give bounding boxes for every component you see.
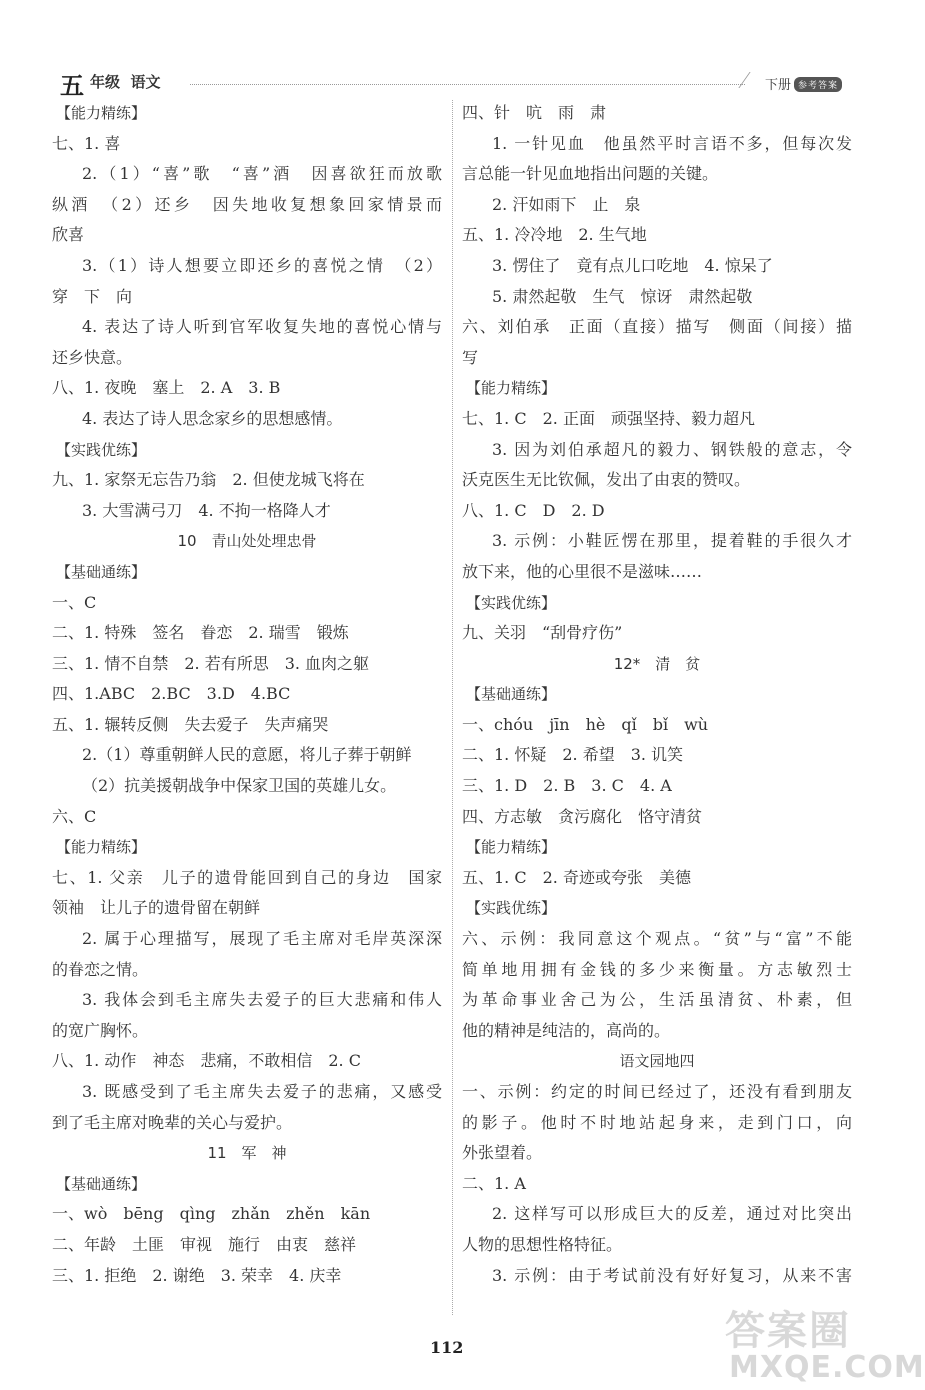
answer-line: 一、示例：约定的时间已经过了，还没有看到朋友 <box>462 1082 852 1101</box>
answer-line: 2. 属于心理描写，展现了毛主席对毛岸英深深 <box>82 929 442 949</box>
answer-line: 他的精神是纯洁的，高尚的。 <box>462 1020 671 1040</box>
answer-line: 人物的思想性格特征。 <box>462 1234 623 1254</box>
answer-line: 四、针 吭 雨 肃 <box>462 103 607 122</box>
answer-line: 三、1. 情不自禁 2. 若有所思 3. 血肉之躯 <box>52 653 370 673</box>
answer-line: 还乡快意。 <box>52 347 133 367</box>
grade-label: 年级 <box>90 73 121 91</box>
answer-line: 五、1. 冷冷地 2. 生气地 <box>462 225 647 245</box>
answer-line: 二、1. A <box>462 1173 526 1193</box>
answer-line: 3. 示例：小鞋匠愣在那里，提着鞋的手很久才 <box>492 531 852 551</box>
answer-line: 二、1. 特殊 签名 眷恋 2. 瑞雪 锻炼 <box>52 623 349 643</box>
answer-line: （2）抗美援朝战争中保家卫国的英雄儿女。 <box>82 776 397 796</box>
section-heading: 【实践优练】 <box>56 440 147 459</box>
grade-subject-label <box>90 71 160 92</box>
answer-line: 七、1. C 2. 正面 顽强坚持、毅力超凡 <box>462 408 755 428</box>
left-column <box>52 98 442 1291</box>
answer-line: 六、刘伯承 正面（直接）描写 侧面（间接）描 <box>462 317 852 337</box>
answer-line: 的影子。他时不时地站起身来，走到门口，向 <box>462 1112 852 1132</box>
answer-line: 领袖 让儿子的遗骨留在朝鲜 <box>52 898 261 918</box>
answer-line: 一、chóu jīn hè qǐ bǐ wù <box>462 714 709 734</box>
answer-line: 四、方志敏 贪污腐化 恪守清贫 <box>462 806 703 826</box>
answer-line: 为革命事业舍己为公，生活虽清贫、朴素，但 <box>462 990 852 1010</box>
section-heading: 【能力精练】 <box>466 838 557 857</box>
answer-line: 的眷恋之情。 <box>52 959 149 979</box>
answer-line: 3. 我体会到毛主席失去爱子的巨大悲痛和伟人 <box>82 990 442 1010</box>
answer-line: 欣喜 <box>52 225 85 245</box>
answer-line: 1. 一针见血 他虽然平时言语不多，但每次发 <box>492 133 852 153</box>
answer-line: 写 <box>462 347 479 367</box>
answer-line: 穿 下 向 <box>52 286 133 306</box>
section-heading: 【能力精练】 <box>466 379 557 398</box>
answer-line: 九、关羽 “刮骨疗伤” <box>462 623 623 643</box>
watermark-line2: MXQE.COM <box>729 1350 925 1385</box>
answer-line: 四、1.ABC 2.BC 3.D 4.BC <box>52 684 291 704</box>
answer-line: 三、1. D 2. B 3. C 4. A <box>462 776 672 796</box>
section-heading: 【基础通练】 <box>466 685 557 704</box>
answer-line: 放下来，他的心里很不是滋味…… <box>462 561 703 581</box>
answer-line: 一、C <box>52 592 97 612</box>
answer-line: 3. 愣住了 竟有点儿口吃地 4. 惊呆了 <box>492 255 773 275</box>
answer-line: 一、wò bēng qìng zhǎn zhěn kān <box>52 1204 371 1224</box>
answer-line: 二、1. 怀疑 2. 希望 3. 讥笑 <box>462 745 684 765</box>
answer-line: 3.（1）诗人想要立即还乡的喜悦之情 （2） <box>82 255 442 275</box>
answer-line: 3. 大雪满弓刀 4. 不拘一格降人才 <box>82 500 331 520</box>
answer-line: 2. 这样写可以形成巨大的反差，通过对比突出 <box>492 1204 852 1224</box>
answer-line: 5. 肃然起敬 生气 惊讶 肃然起敬 <box>492 286 753 306</box>
answer-line: 到了毛主席对晚辈的关心与爱护。 <box>52 1112 293 1132</box>
header-slash <box>738 72 764 88</box>
answer-line: 三、1. 拒绝 2. 谢绝 3. 荣幸 4. 庆幸 <box>52 1265 342 1285</box>
answer-line: 五、1. C 2. 奇迹或夸张 美德 <box>462 867 691 887</box>
section-heading: 【基础通练】 <box>56 1174 147 1193</box>
section-heading: 【基础通练】 <box>56 562 147 581</box>
lesson-title: 11 军 神 <box>207 1144 287 1163</box>
answer-line: 的宽广胸怀。 <box>52 1020 149 1040</box>
answer-line: 2.（1）尊重朝鲜人民的意愿，将儿子葬于朝鲜 <box>82 745 412 765</box>
answer-line: 七、1. 父亲 儿子的遗骨能回到自己的身边 国家 <box>52 867 442 887</box>
section-heading: 【实践优练】 <box>466 593 557 612</box>
answer-line: 简单地用拥有金钱的多少来衡量。方志敏烈士 <box>462 959 852 979</box>
page-number: 112 <box>430 1338 464 1357</box>
section-heading: 【实践优练】 <box>466 899 557 918</box>
answer-line: 2. 汗如雨下 止 泉 <box>492 194 641 214</box>
answer-line: 4. 表达了诗人听到官军收复失地的喜悦心情与 <box>82 317 442 337</box>
answer-line: 3. 示例：由于考试前没有好好复习，从来不害 <box>492 1265 852 1285</box>
watermark-logo <box>725 1295 925 1390</box>
column-divider <box>452 100 453 1315</box>
answer-line: 二、年龄 土匪 审视 施行 由衷 慈祥 <box>52 1234 357 1254</box>
answer-line: 纵酒 （2）还乡 因失地收复想象回家情景而 <box>52 194 442 214</box>
answer-line: 2.（1）“喜”歌 “喜”酒 因喜欲狂而放歌 <box>82 164 442 184</box>
lesson-title: 12* 清 贫 <box>613 654 701 673</box>
answer-line: 六、C <box>52 806 97 826</box>
answer-line: 六、示例：我同意这个观点。“贫”与“富”不能 <box>462 929 852 949</box>
answer-line: 沃克医生无比钦佩，发出了由衷的赞叹。 <box>462 470 751 490</box>
watermark-line1: 答案圈 <box>725 1308 851 1354</box>
subject-label: 语文 <box>130 73 161 91</box>
answer-line: 八、1. 动作 神态 悲痛，不敢相信 2. C <box>52 1051 361 1071</box>
lesson-title: 10 青山处处埋忠骨 <box>177 532 317 551</box>
answer-line: 外张望着。 <box>462 1143 543 1163</box>
answer-line: 八、1. 夜晚 塞上 2. A 3. B <box>52 378 281 398</box>
answer-line: 4. 表达了诗人思念家乡的思想感情。 <box>82 408 343 428</box>
section-heading: 【能力精练】 <box>56 838 147 857</box>
answer-line: 3. 因为刘伯承超凡的毅力、钢铁般的意志，令 <box>492 439 852 459</box>
grade-number: 五 <box>60 71 84 100</box>
right-column <box>462 98 852 1291</box>
section-heading: 【能力精练】 <box>56 104 147 122</box>
answer-badge: 参考答案 <box>794 77 842 92</box>
answer-line: 五、1. 辗转反侧 失去爱子 失声痛哭 <box>52 714 329 734</box>
header-rule <box>190 84 745 85</box>
answer-line: 九、1. 家祭无忘告乃翁 2. 但使龙城飞将在 <box>52 470 365 490</box>
answer-line: 七、1. 喜 <box>52 133 121 153</box>
answer-line: 八、1. C D 2. D <box>462 500 605 520</box>
volume-label: 下册 <box>765 78 792 93</box>
answer-line: 言总能一针见血地指出问题的关键。 <box>462 164 719 184</box>
answer-line: 3. 既感受到了毛主席失去爱子的悲痛，又感受 <box>82 1082 442 1101</box>
lesson-title: 语文园地四 <box>619 1052 695 1071</box>
